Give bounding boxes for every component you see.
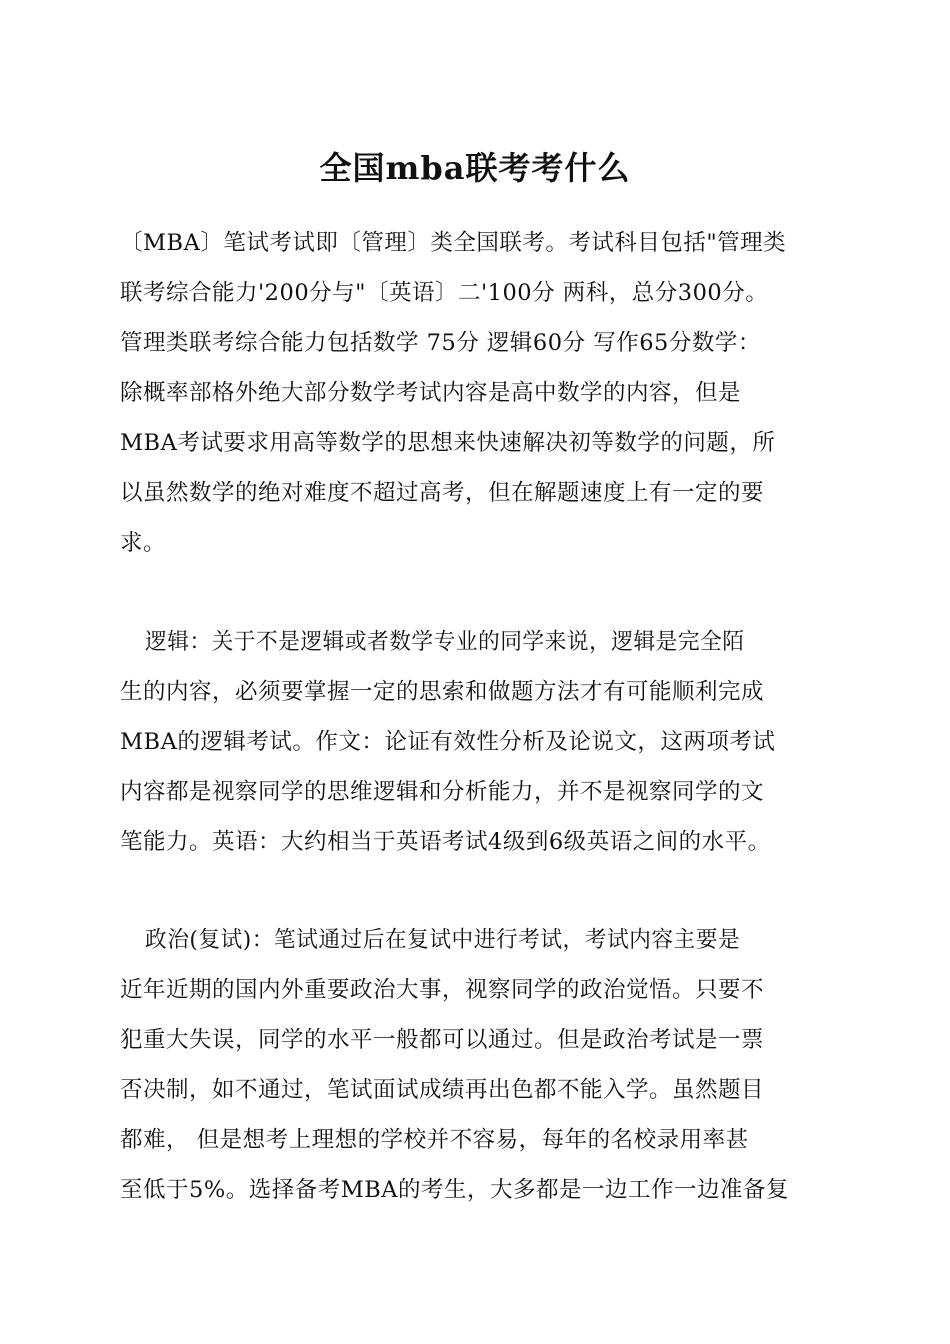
paragraph-3-line-2: 近年近期的国内外重要政治大事，视察同学的政治觉悟。只要不	[120, 977, 765, 1003]
paragraph-3-line-3: 犯重大失误，同学的水平一般都可以通过。但是政治考试是一票	[120, 1027, 765, 1053]
paragraph-1-line-7: 求。	[120, 530, 167, 556]
paragraph-1-line-6: 以虽然数学的绝对难度不超过高考，但在解题速度上有一定的要	[120, 480, 765, 506]
paragraph-1-line-1: 〔MBA〕笔试考试即〔管理〕类全国联考。考试科目包括"管理类	[120, 230, 787, 256]
paragraph-2-line-2: 生的内容，必须要掌握一定的思索和做题方法才有可能顺利完成	[120, 679, 765, 705]
paragraph-3-line-4: 否决制，如不通过，笔试面试成绩再出色都不能入学。虽然题目	[120, 1077, 765, 1103]
paragraph-2-line-5: 笔能力。英语：大约相当于英语考试4级到6级英语之间的水平。	[120, 829, 771, 855]
paragraph-2-line-1: 逻辑：关于不是逻辑或者数学专业的同学来说，逻辑是完全陌	[145, 629, 745, 655]
paragraph-3-line-1: 政治(复试)：笔试通过后在复试中进行考试，考试内容主要是	[145, 927, 741, 953]
paragraph-1-line-2: 联考综合能力'200分与"〔英语〕二'100分 两科，总分300分。	[120, 280, 769, 306]
paragraph-1-line-5: MBA考试要求用高等数学的思想来快速解决初等数学的问题，所	[120, 430, 776, 456]
paragraph-3-line-6: 至低于5%。选择备考MBA的考生，大多都是一边工作一边准备复	[120, 1177, 790, 1203]
document-title: 全国mba联考考什么	[319, 149, 631, 187]
paragraph-3-line-5: 都难， 但是想考上理想的学校并不容易，每年的名校录用率甚	[120, 1127, 749, 1153]
paragraph-2-line-3: MBA的逻辑考试。作文：论证有效性分析及论说文，这两项考试	[120, 729, 776, 755]
paragraph-1-line-3: 管理类联考综合能力包括数学 75分 逻辑60分 写作65分数学：	[120, 330, 761, 356]
paragraph-1-line-4: 除概率部格外绝大部分数学考试内容是高中数学的内容，但是	[120, 380, 742, 406]
paragraph-2-line-4: 内容都是视察同学的思维逻辑和分析能力，并不是视察同学的文	[120, 779, 765, 805]
